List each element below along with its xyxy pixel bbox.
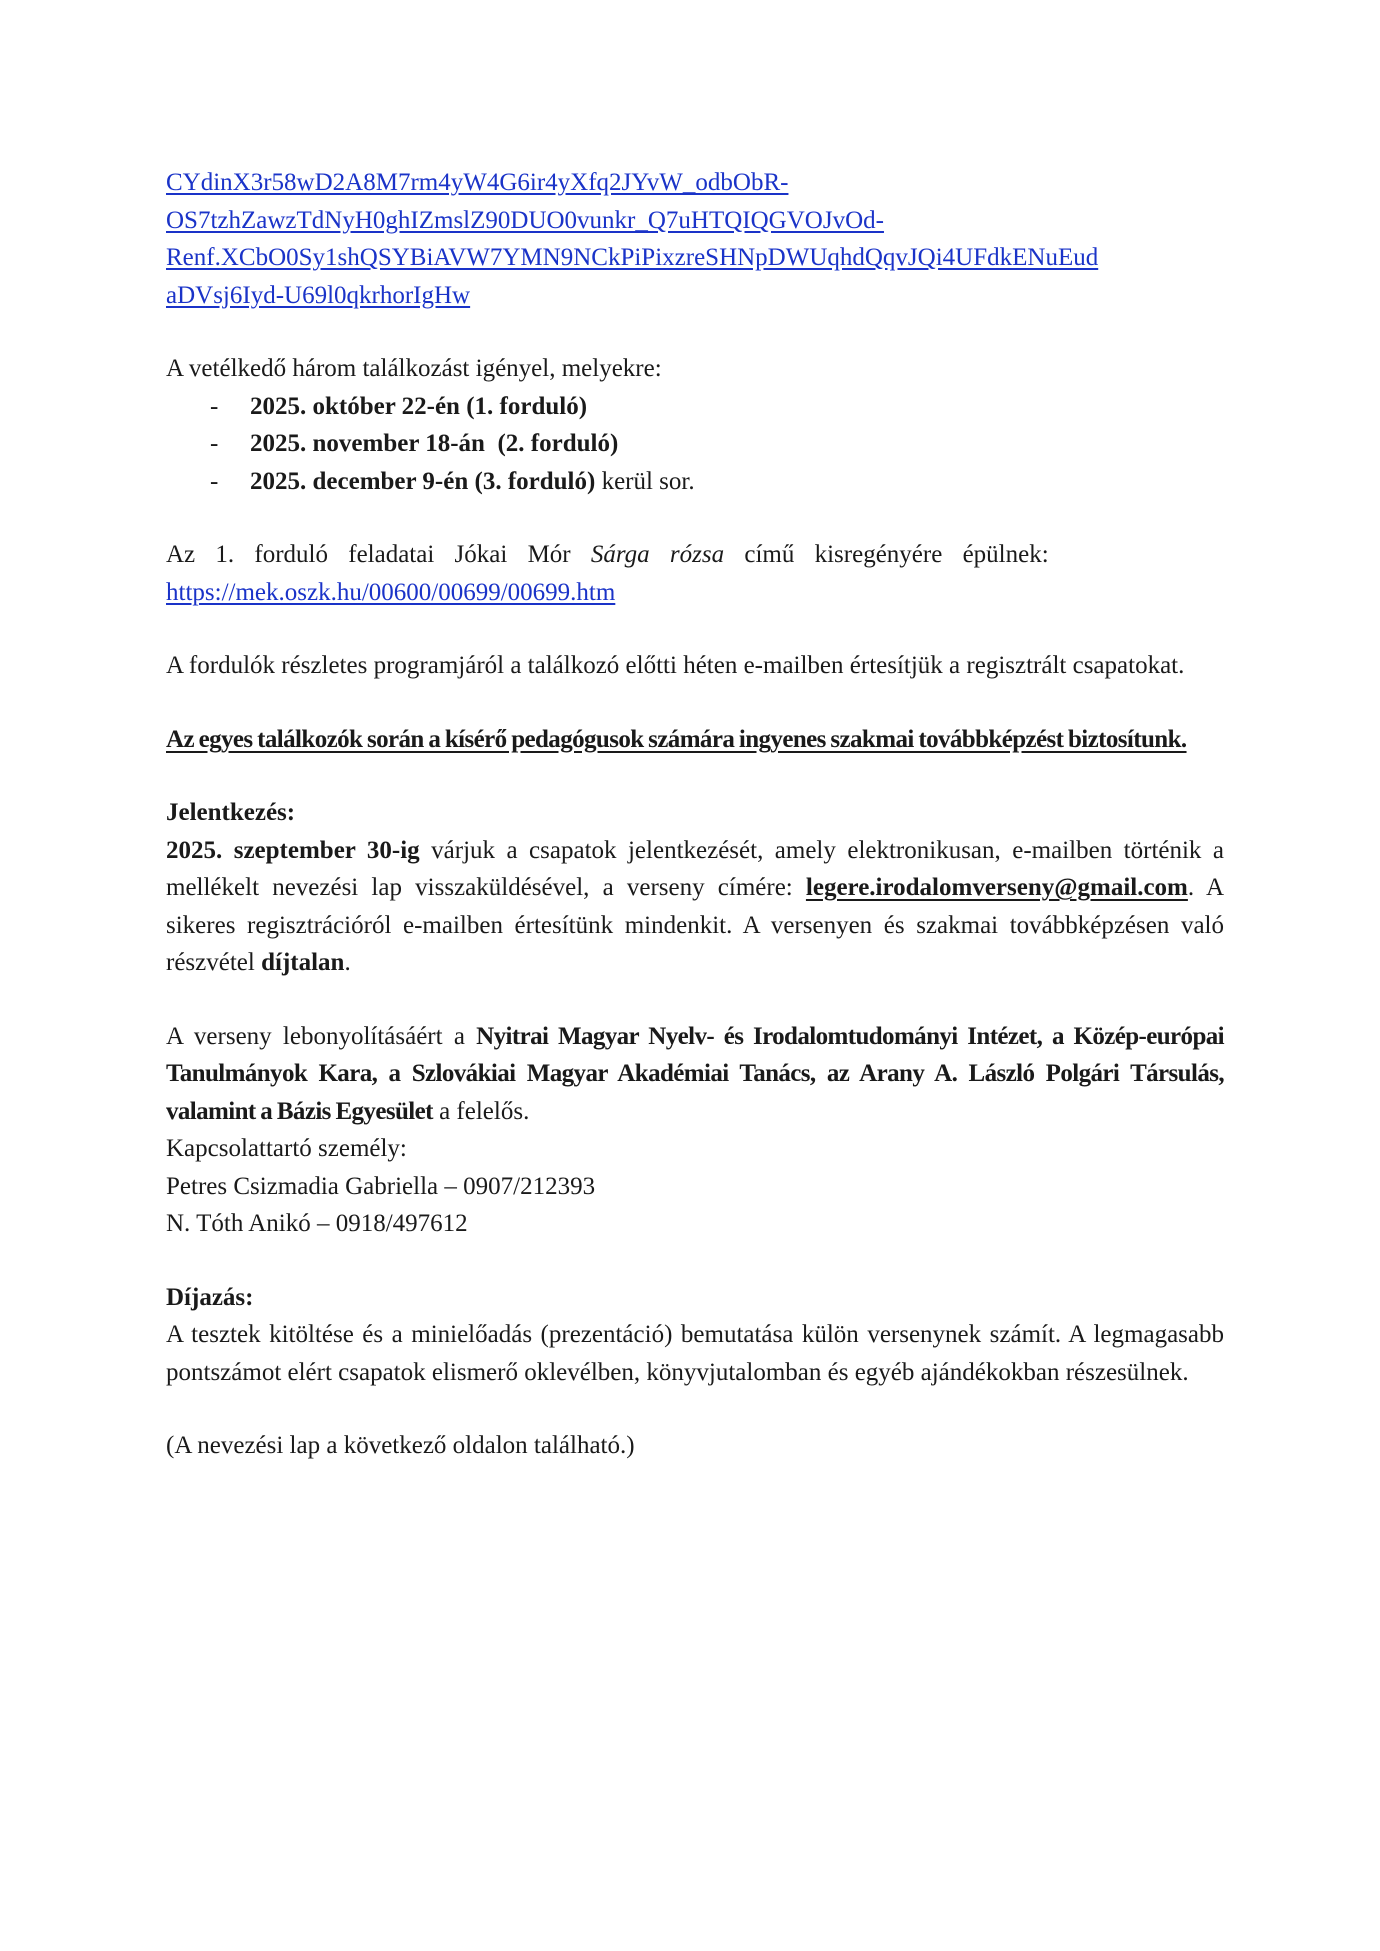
- round1-text: Az 1. forduló feladatai Jókai Mór: [166, 541, 591, 568]
- registration-text: várjuk a csapatok jelentkezését, amely elektronikusan, e-mailben történik a mellékelt nevezési lap visszaküldésével, a verseny címére:: [166, 836, 1224, 901]
- program-paragraph: A fordulók részletes programjáról a találkozó előtti héten e-mailben értesítjük a regisztrált csapatokat.: [166, 652, 1185, 679]
- organizers-text-after: a felelős.: [432, 1097, 530, 1125]
- novel-link[interactable]: https://mek.oszk.hu/00600/00699/00699.htm: [166, 578, 616, 606]
- registration-email[interactable]: legere.irodalomverseny@gmail.com: [805, 874, 1188, 901]
- meeting-dates-list: [166, 388, 1224, 501]
- contact-person: Petres Csizmadia Gabriella – 0907/212393: [166, 1172, 596, 1200]
- registration-deadline: 2025. szeptember 30-ig: [166, 836, 420, 864]
- registration-text-3: .: [344, 949, 351, 976]
- meeting-date: 2025. december 9-én (3. forduló): [250, 467, 596, 495]
- meeting-date-item: [166, 388, 1224, 426]
- organizer-names: Nyitrai Magyar Nyelv- és Irodalomtudományi Intézet, a Közép-európai Tanulmányok Kara, a Szlovákiai Magyar Akadémiai Tanács, az Arany A. László Polgári Társulás, valamint a Bázis Egyesület: [166, 1022, 1224, 1125]
- meeting-date-suffix: kerül sor.: [595, 467, 695, 495]
- free-participation: díjtalan: [261, 949, 345, 976]
- registration-heading: Jelentkezés:: [166, 799, 296, 826]
- awards-paragraph: A tesztek kitöltése és a minielőadás (prezentáció) bemutatása külön versenynek számít. A legmagasabb pontszámot elért csapatok elismerő oklevélben, könyvjutalomban és egyéb ajándékokban részesülnek.: [166, 1321, 1224, 1386]
- meeting-date-item: [166, 425, 1224, 463]
- meeting-date-item: [166, 463, 1224, 501]
- url-line[interactable]: CYdinX3r58wD2A8M7rm4yW4G6ir4yXfq2JYvW_odbObR-: [166, 169, 789, 196]
- organizers-text: A verseny lebonyolításáért a: [166, 1022, 477, 1050]
- round1-text-after: című kisregényére épülnek:: [724, 541, 1049, 568]
- meetings-intro: A vetélkedő három találkozást igényel, melyekre:: [166, 355, 662, 382]
- url-line[interactable]: Renf.XCbO0Sy1shQSYBiAVW7YMN9NCkPiPixzreSHNpDWUqhdQqvJQi4UFdkENuEud: [166, 244, 1099, 271]
- registration-form-url[interactable]: [166, 164, 1224, 314]
- training-notice: Az egyes találkozók során a kísérő pedagógusok számára ingyenes szakmai továbbképzést biztosítunk.: [166, 725, 1187, 753]
- awards-heading: Díjazás:: [166, 1283, 254, 1311]
- registration-paragraph: [166, 832, 1224, 982]
- next-page-note: (A nevezési lap a következő oldalon található.): [166, 1432, 635, 1459]
- document-page: [166, 164, 1224, 1465]
- registration-text-2: . A sikeres regisztrációról e-mailben értesítünk mindenkit. A versenyen és szakmai továbbképzésen való részvétel: [166, 874, 1224, 976]
- list-bullet: -: [210, 392, 219, 420]
- organizers-paragraph: [166, 1018, 1224, 1131]
- list-bullet: -: [210, 430, 219, 457]
- list-bullet: -: [210, 467, 219, 495]
- contact-label: Kapcsolattartó személy:: [166, 1135, 407, 1162]
- contact-person: N. Tóth Anikó – 0918/497612: [166, 1210, 468, 1237]
- round1-paragraph: [166, 536, 1224, 611]
- url-line[interactable]: aDVsj6Iyd-U69l0qkrhorIgHw: [166, 281, 471, 309]
- meeting-date: 2025. november 18-án (2. forduló): [250, 430, 619, 457]
- novel-title: Sárga rózsa: [590, 541, 725, 568]
- url-line[interactable]: OS7tzhZawzTdNyH0ghIZmslZ90DUO0vunkr_Q7uHTQIQGVOJvOd-: [166, 206, 884, 234]
- meeting-date: 2025. október 22-én (1. forduló): [250, 392, 588, 420]
